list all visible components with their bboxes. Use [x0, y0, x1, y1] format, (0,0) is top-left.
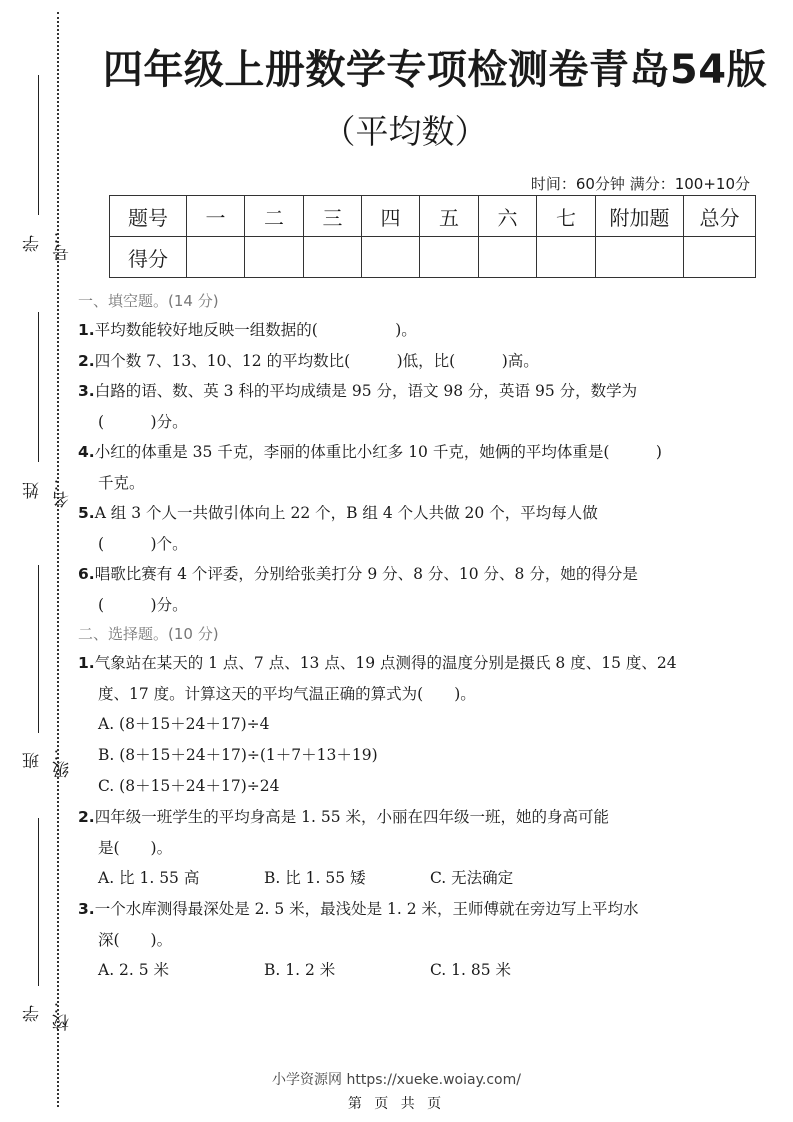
question-number: 3.: [78, 382, 95, 400]
answer-option[interactable]: A. (8＋15＋24＋17)÷4: [98, 715, 270, 733]
score-table-header-cell: 六: [479, 196, 537, 237]
score-cell[interactable]: [245, 237, 304, 278]
answer-option[interactable]: A. 2. 5 米: [98, 961, 170, 979]
student-id-field[interactable]: [18, 75, 73, 265]
question-text: 一个水库测得最深处是 2. 5 米，最浅处是 1. 2 米，王师傅就在旁边写上平均水: [94, 900, 639, 918]
score-table-header-row: [110, 196, 756, 237]
score-table-header-cell: 二: [245, 196, 304, 237]
question: [78, 802, 718, 863]
question-text-continued: 深( )。: [98, 930, 173, 949]
score-cell[interactable]: [684, 237, 756, 278]
score-cell[interactable]: [596, 237, 684, 278]
class-label: 班级：: [23, 744, 73, 778]
student-id-underline: [38, 75, 39, 215]
question: [78, 559, 718, 620]
score-table-header-cell: 七: [537, 196, 596, 237]
school-field[interactable]: [18, 818, 73, 1033]
question-number: 2.: [78, 351, 95, 370]
score-cell[interactable]: [187, 237, 245, 278]
question: [78, 437, 718, 498]
question: [78, 376, 718, 437]
score-cell[interactable]: [420, 237, 479, 278]
score-table-header-cell: 题号: [110, 196, 187, 237]
score-table: [109, 195, 756, 278]
answer-option[interactable]: C. 1. 85 米: [430, 961, 512, 979]
school-label: 学校：: [23, 997, 73, 1031]
score-table-header-cell: 总分: [684, 196, 756, 237]
question-number: 6.: [78, 565, 95, 583]
question-number: 1.: [78, 321, 95, 339]
question-number: 3.: [78, 900, 95, 918]
answer-option[interactable]: C. 无法确定: [430, 869, 514, 887]
name-label: 姓名：: [23, 474, 73, 508]
score-table-header-cell: 附加题: [596, 196, 684, 237]
score-table-header-cell: 三: [304, 196, 362, 237]
score-table-header-cell: 五: [420, 196, 479, 237]
score-row-label: 得分: [110, 237, 187, 278]
footer-source: 小学资源网 https://xueke.woiay.com/: [272, 1072, 521, 1088]
exam-meta: 时间：60分钟 满分：100+10分: [530, 175, 750, 193]
answer-option[interactable]: B. (8＋15＋24＋17)÷(1＋7＋13＋19): [98, 746, 378, 764]
question-number: 2.: [78, 808, 95, 826]
question: [78, 648, 718, 709]
questions-area: [78, 287, 718, 986]
score-cell[interactable]: [304, 237, 362, 278]
school-underline: [38, 818, 39, 986]
answer-option[interactable]: B. 比 1. 55 矮: [264, 869, 366, 887]
section-heading: 一、填空题。(14 分): [78, 292, 219, 310]
student-id-label: 学号：: [23, 227, 73, 261]
answer-option[interactable]: A. 比 1. 55 高: [98, 869, 200, 887]
question-number: 4.: [78, 443, 95, 461]
class-underline: [38, 565, 39, 733]
name-underline: [38, 312, 39, 462]
score-table-header-cell: 四: [362, 196, 420, 237]
question-text: 气象站在某天的 1 点、7 点、13 点、19 点测得的温度分别是摄氏 8 度、15 度、24: [94, 654, 677, 672]
score-cell[interactable]: [479, 237, 537, 278]
question-text: 白路的语、数、英 3 科的平均成绩是 95 分，语文 98 分，英语 95 分，数学为: [94, 382, 638, 400]
score-table-score-row: [110, 237, 756, 278]
question: [78, 315, 718, 346]
question-number: 1.: [78, 654, 95, 672]
class-field[interactable]: [18, 565, 73, 780]
score-cell[interactable]: [537, 237, 596, 278]
answer-option[interactable]: C. (8＋15＋24＋17)÷24: [98, 777, 280, 795]
question-text: 四年级一班学生的平均身高是 1. 55 米，小丽在四年级一班，她的身高可能: [94, 808, 609, 826]
question-text: A 组 3 个人一共做引体向上 22 个，B 组 4 个人共做 20 个，平均每人做: [94, 504, 598, 522]
question-text-continued: ( )分。: [98, 412, 188, 431]
question-text: 四个数 7、13、10、12 的平均数比( )低，比( )高。: [94, 351, 539, 370]
question: [78, 894, 718, 955]
question-text-continued: ( )分。: [98, 595, 188, 614]
options-row: [78, 863, 718, 894]
score-table-header-cell: 一: [187, 196, 245, 237]
question: [78, 498, 718, 559]
question: [78, 346, 718, 377]
question-number: 5.: [78, 504, 95, 522]
score-cell[interactable]: [362, 237, 420, 278]
question-text: 平均数能较好地反映一组数据的( )。: [94, 321, 417, 339]
question-text-continued: 是( )。: [98, 838, 173, 857]
question-text: 小红的体重是 35 千克，李丽的体重比小红多 10 千克，她俩的平均体重是( ): [94, 443, 662, 461]
section-heading: 二、选择题。(10 分): [78, 625, 219, 643]
page-title: 四年级上册数学专项检测卷青岛54版: [102, 47, 768, 93]
page-subtitle: （平均数）: [322, 112, 488, 151]
answer-option[interactable]: B. 1. 2 米: [264, 961, 336, 979]
page-number: 第 页 共 页: [347, 1096, 446, 1112]
question-text-continued: 度、17 度。计算这天的平均气温正确的算式为( )。: [98, 684, 476, 703]
question-text-continued: ( )个。: [98, 534, 188, 553]
options-row: [78, 955, 718, 986]
question-text: 唱歌比赛有 4 个评委，分别给张美打分 9 分、8 分、10 分、8 分，她的得分是: [94, 565, 638, 583]
question-text-continued: 千克。: [98, 473, 145, 492]
name-field[interactable]: [18, 312, 73, 512]
binding-dotted-line: [57, 12, 59, 1107]
